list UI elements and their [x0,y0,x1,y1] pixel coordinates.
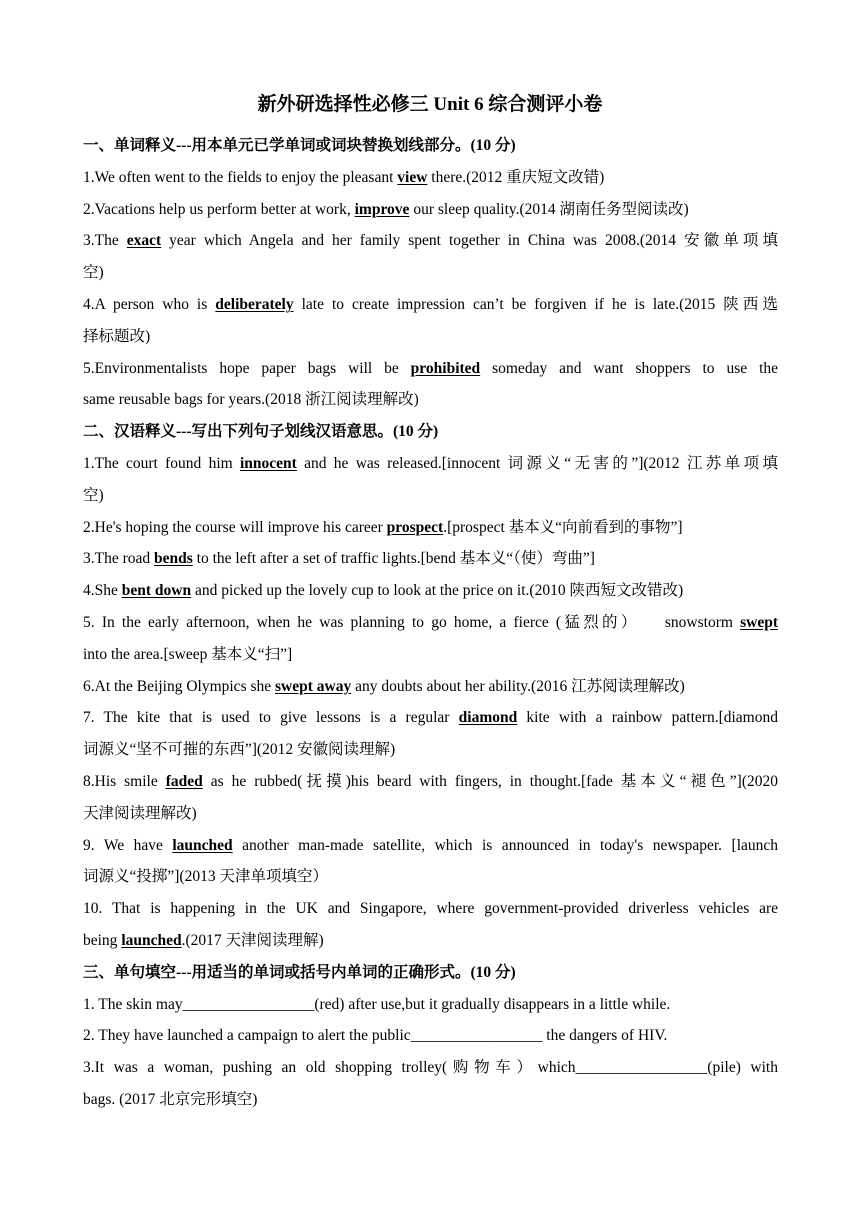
s2-question-4: 4.She bent down and picked up the lovely cup to look at the price on it.(2010 陕西短文改错改) [83,582,684,600]
keyword: prospect [386,518,444,536]
s2-question-2: 2.He's hoping the course will improve his career prospect.[prospect 基本义“向前看到的事物”] [83,518,683,536]
s1-question-5-cont: same reusable bags for years.(2018 浙江阅读理解改) [83,391,419,409]
s1-question-4: 4.A person who is deliberately late to create impression can’t be forgiven if he is late.(2015 陕西选 [83,295,778,313]
document-body [83,130,778,1116]
s3-question-2: 2. They have launched a campaign to alert the public_________________ the dangers of HIV. [83,1027,668,1045]
s1-question-3-cont: 空) [83,264,104,282]
s2-question-10-cont: being launched.(2017 天津阅读理解) [83,931,324,949]
s3-question-3: 3.It was a woman, pushing an old shopping trolley(购物车）which_________________(pile) with [83,1059,778,1077]
s2-question-5: 5. In the early afternoon, when he was planning to go home, a fierce (猛烈的） snowstorm swept [83,613,778,631]
keyword: swept away [275,677,352,695]
s1-question-5: 5.Environmentalists hope paper bags will be prohibited someday and want shoppers to use the [83,359,778,377]
keyword: bent down [121,582,192,600]
s2-question-3: 3.The road bends to the left after a set of traffic lights.[bend 基本义“（使）弯曲”] [83,550,595,568]
keyword: swept [740,613,778,631]
s1-question-3: 3.The exact year which Angela and her family spent together in China was 2008.(2014 安徽单项填 [83,232,778,250]
keyword: bends [154,550,193,568]
keyword: prohibited [410,359,481,377]
section-1-heading: 一、单词释义---用本单元已学单词或词块替换划线部分。(10 分) [83,137,516,154]
section-2-heading: 二、汉语释义---写出下列句子划线汉语意思。(10 分) [83,423,439,441]
s2-question-9: 9. We have launched another man-made satellite, which is announced in today's newspaper. [launch [83,836,779,854]
keyword: launched [121,931,182,949]
keyword: faded [165,772,203,790]
keyword: innocent [240,454,297,472]
keyword: improve [354,200,410,218]
s2-question-8: 8.His smile faded as he rubbed(抚摸)his beard with fingers, in thought.[fade 基本义“褪色”](2020 [83,772,778,790]
keyword: exact [126,232,162,250]
s1-question-2: 2.Vacations help us perform better at work, improve our sleep quality.(2014 湖南任务型阅读改) [83,200,689,218]
keyword: view [397,168,428,186]
s3-question-3-cont: bags. (2017 北京完形填空) [83,1090,258,1108]
s1-question-1: 1.We often went to the fields to enjoy the pleasant view there.(2012 重庆短文改错) [83,168,605,186]
s2-question-8-cont: 天津阅读理解改) [83,804,197,822]
s1-question-4-cont: 择标题改) [83,327,151,345]
s2-question-9-cont: 词源义“投掷”](2013 天津单项填空） [83,868,328,886]
s2-question-1-cont: 空) [83,486,104,504]
s2-question-6: 6.At the Beijing Olympics she swept away any doubts about her ability.(2016 江苏阅读理解改) [83,677,685,695]
s2-question-7-cont: 词源义“坚不可摧的东西”](2012 安徽阅读理解) [83,741,396,759]
keyword: launched [172,836,233,854]
section-3-heading: 三、单句填空---用适当的单词或括号内单词的正确形式。(10 分) [83,963,516,981]
s2-question-1: 1.The court found him innocent and he was released.[innocent 词源义“无害的”](2012 江苏单项填 [83,454,778,472]
page-title: 新外研选择性必修三 Unit 6 综合测评小卷 [257,94,603,115]
s2-question-5-cont: into the area.[sweep 基本义“扫”] [83,645,293,663]
s2-question-10: 10. That is happening in the UK and Singapore, where government-provided driverless vehicles are [83,900,778,918]
s3-question-1: 1. The skin may_________________(red) after use,but it gradually disappears in a little while. [83,995,671,1013]
keyword: deliberately [215,295,294,313]
keyword: diamond [458,709,518,727]
s2-question-7: 7. The kite that is used to give lessons is a regular diamond kite with a rainbow pattern.[diamond [83,709,778,727]
